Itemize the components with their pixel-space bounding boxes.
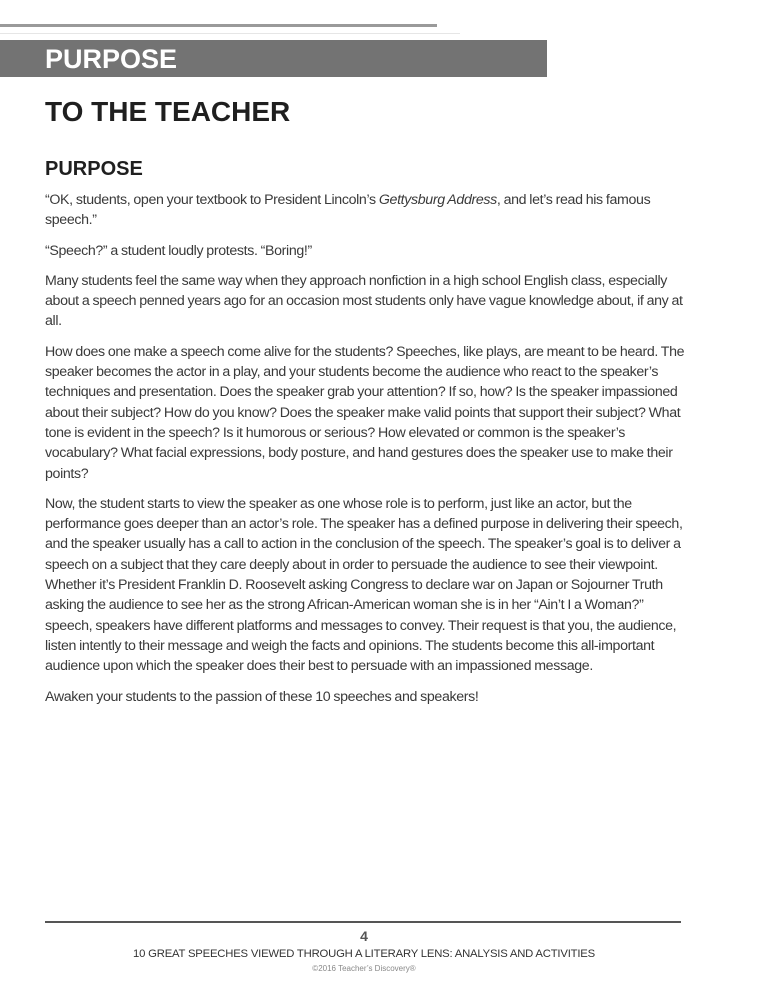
paragraph-text: , and let’s read his famous speech.” [45, 192, 651, 229]
top-decorative-rule-light [0, 33, 460, 34]
paragraph-questions: How does one make a speech come alive for the students? Speeches, like plays, are meant to be heard. The speaker becomes the actor in a play, and your students become the audience who react to the speaker’s techniques and presentation. Does the speaker grab your attention? If so, how? Is the speaker impassioned about their subject? How do you know? Does the speaker make valid points that support their subject? What tone is evident in the speech? Is it humorous or serious? How elevated or common is the speaker’s vocabulary? What facial expressions, body posture, and hand gestures does the speaker use to make their points? [45, 343, 685, 482]
banner-title: PURPOSE [45, 44, 178, 74]
paragraph-intro-quote [45, 190, 685, 231]
body-text [45, 190, 685, 717]
top-decorative-rule [0, 24, 437, 27]
footer-book-title: 10 GREAT SPEECHES VIEWED THROUGH A LITERARY LENS: ANALYSIS AND ACTIVITIES [133, 948, 595, 960]
footer-copyright: ©2016 Teacher’s Discovery® [312, 964, 416, 973]
paragraph-student-protest: “Speech?” a student loudly protests. “Boring!” [45, 242, 312, 259]
paragraph-speaker-role: Now, the student starts to view the speaker as one whose role is to perform, just like an actor, but the performance goes deeper than an actor’s role. The speaker has a defined purpose in delivering their speech, and the speaker usually has a call to action in the conclusion of the speech. The speaker’s goal is to deliver a speech on a subject that they care deeply about in order to persuade the audience to see their viewpoint. Whether it’s President Franklin D. Roosevelt asking Congress to declare war on Japan or Sojourner Truth asking the audience to see her as the strong African-American woman she is in her “Ain’t I a Woman?” speech, speakers have different platforms and messages to convey. Their request is that you, the audience, listen intently to their message and weigh the facts and opinions. The students become this all-important audience upon which the speaker does their best to persuade with an impassioned message. [45, 495, 683, 675]
page-title: TO THE TEACHER [45, 96, 291, 127]
paragraph-nonfiction: Many students feel the same way when they approach nonfiction in a high school English class, especially about a speech penned years ago for an occasion most students only have vague knowledge about, if any at all. [45, 272, 683, 330]
paragraph-text: “OK, students, open your textbook to President Lincoln’s [45, 192, 379, 208]
footer-rule [45, 921, 681, 923]
section-heading: PURPOSE [45, 158, 143, 180]
page-number: 4 [360, 928, 368, 944]
speech-title-italic: Gettysburg Address [378, 192, 497, 208]
paragraph-closing: Awaken your students to the passion of these 10 speeches and speakers! [45, 688, 479, 705]
